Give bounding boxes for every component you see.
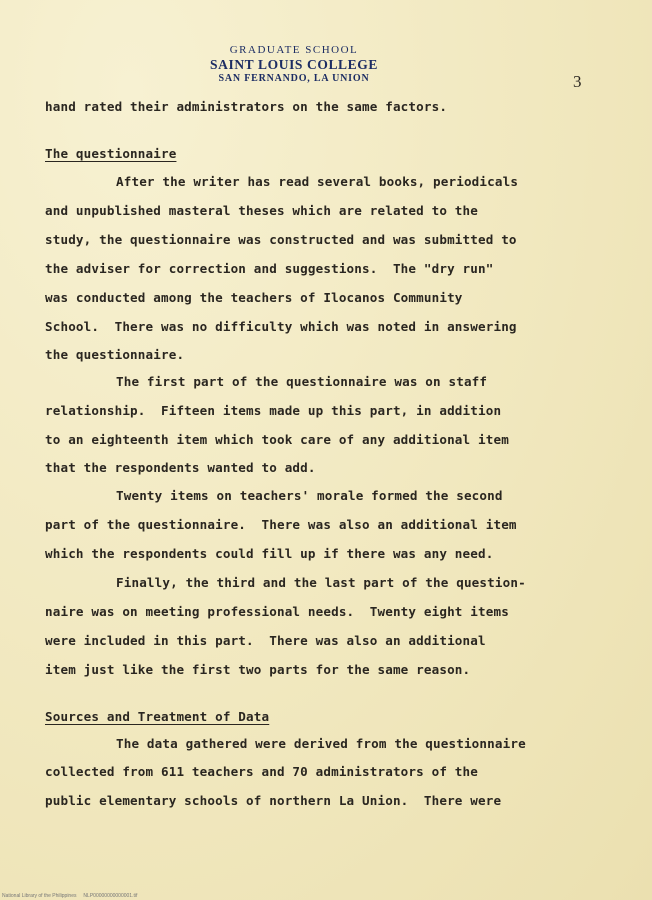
text-line: The first part of the questionnaire was on staff <box>116 374 488 389</box>
text-line: to an eighteenth item which took care of any additional item <box>45 432 509 447</box>
text-line: collected from 611 teachers and 70 administrators of the <box>45 764 478 779</box>
letterhead-address: SAN FERNANDO, LA UNION <box>218 73 370 84</box>
text-line: was conducted among the teachers of Ilocanos Community <box>45 290 463 305</box>
text-line: that the respondents wanted to add. <box>45 460 316 475</box>
text-line: After the writer has read several books, periodicals <box>116 174 519 189</box>
scan-footer: National Library of the Philippines NLP00000000000001.tif <box>2 893 138 899</box>
text-line: School. There was no difficulty which was noted in answering <box>45 319 517 334</box>
text-line: study, the questionnaire was constructed and was submitted to <box>45 232 517 247</box>
letterhead-college-name: SAINT LOUIS COLLEGE <box>210 57 378 72</box>
text-line: item just like the first two parts for the same reason. <box>45 662 471 677</box>
text-line: The data gathered were derived from the questionnaire <box>116 736 526 751</box>
section-heading-sources: Sources and Treatment of Data <box>45 709 270 724</box>
text-line: the adviser for correction and suggestions. The "dry run" <box>45 261 494 276</box>
text-line: and unpublished masteral theses which are related to the <box>45 203 478 218</box>
text-line: which the respondents could fill up if there was any need. <box>45 546 494 561</box>
text-line: Finally, the third and the last part of the question- <box>116 575 526 590</box>
letterhead <box>204 43 384 85</box>
text-line: naire was on meeting professional needs. Twenty eight items <box>45 604 509 619</box>
text-line: hand rated their administrators on the same factors. <box>45 99 448 114</box>
text-line: relationship. Fifteen items made up this part, in addition <box>45 403 502 418</box>
text-line: Twenty items on teachers' morale formed the second <box>116 488 503 503</box>
letterhead-school-division: GRADUATE SCHOOL <box>229 44 359 56</box>
page-number: 3 <box>573 72 582 91</box>
text-line: public elementary schools of northern La Union. There were <box>45 793 502 808</box>
text-line: were included in this part. There was also an additional <box>45 633 486 648</box>
text-line: part of the questionnaire. There was also an additional item <box>45 517 517 532</box>
section-heading-questionnaire: The questionnaire <box>45 146 177 161</box>
text-line: the questionnaire. <box>45 347 185 362</box>
